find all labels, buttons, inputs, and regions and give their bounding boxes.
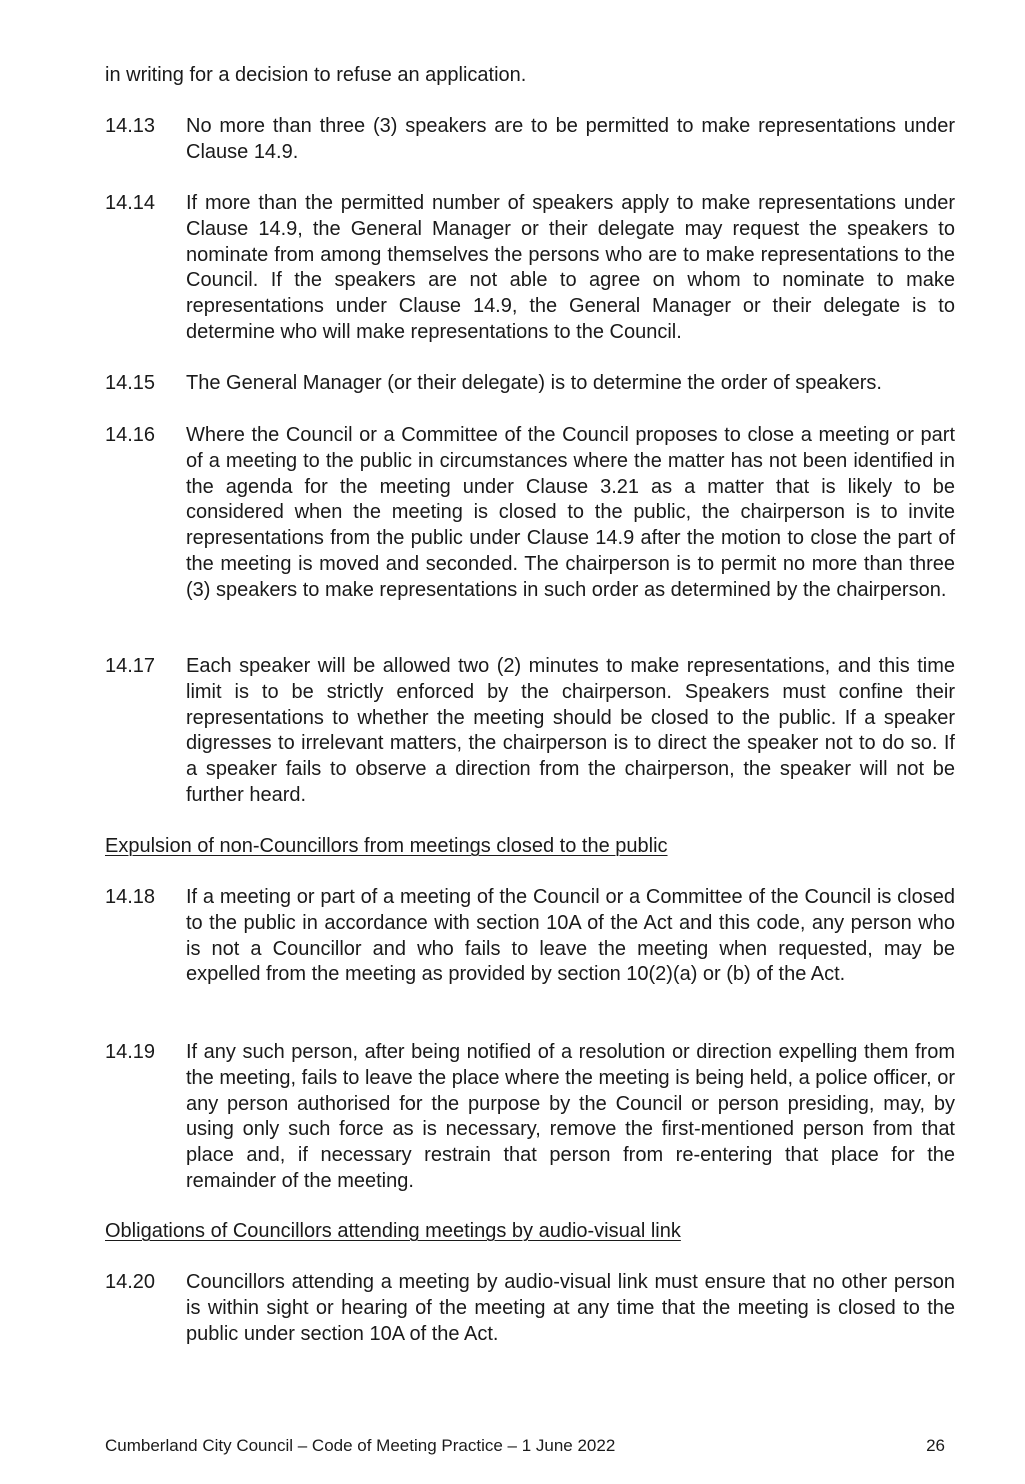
clause-14-13 [105, 114, 955, 166]
clause-14-15 [105, 371, 955, 397]
clause-14-16 [105, 423, 955, 604]
clause-text: If more than the permitted number of speakers apply to make representations under Clause 14.9, the General Manager or their delegate may request the speakers to nominate from among themselves the persons who are to make representations to the Council. If the speakers are not able to agree on whom to nominate to make representations under Clause 14.9, the General Manager or their delegate is to determine who will make representations to the Council. [186, 192, 955, 343]
clause-14-20 [105, 1270, 955, 1347]
clause-number: 14.19 [105, 1041, 156, 1063]
clause-14-14 [105, 191, 955, 346]
clause-14-17 [105, 654, 955, 809]
clause-text: No more than three (3) speakers are to be permitted to make representations under Clause 14.9. [186, 115, 955, 163]
footer-document-title: Cumberland City Council – Code of Meeting Practice – 1 June 2022 [105, 1436, 616, 1455]
clause-text: Councillors attending a meeting by audio-visual link must ensure that no other person is within sight or hearing of the meeting at any time that the meeting is closed to the public under section 10A of the Act. [186, 1271, 955, 1345]
clause-text: The General Manager (or their delegate) is to determine the order of speakers. [186, 372, 882, 394]
intro-paragraph: in writing for a decision to refuse an application. [105, 64, 527, 86]
page-number: 26 [926, 1436, 945, 1455]
clause-14-19 [105, 1040, 955, 1195]
clause-text: Each speaker will be allowed two (2) minutes to make representations, and this time limit is to be strictly enforced by the chairperson. Speakers must confine their representations to whether the meeting should be closed to the public. If a speaker digresses to irrelevant matters, the chairperson is to direct the speaker not to do so. If a speaker fails to observe a direction from the chairperson, the speaker will not be further heard. [186, 655, 955, 806]
clause-number: 14.14 [105, 192, 156, 214]
section-heading-expulsion: Expulsion of non-Councillors from meetings closed to the public [105, 835, 668, 857]
clause-14-18 [105, 885, 955, 988]
clause-text: If any such person, after being notified of a resolution or direction expelling them from the meeting, fails to leave the place where the meeting is being held, a police officer, or any person authorised for the purpose by the Council or person presiding, may, by using only such force as is necessary, remove the first-mentioned person from that place and, if necessary restrain that person from re-entering that place for the remainder of the meeting. [186, 1041, 955, 1192]
section-heading-obligations: Obligations of Councillors attending meetings by audio-visual link [105, 1220, 681, 1242]
clause-number: 14.13 [105, 115, 156, 137]
clause-number: 14.16 [105, 424, 156, 446]
clause-number: 14.20 [105, 1271, 156, 1293]
clause-number: 14.17 [105, 655, 156, 677]
clause-number: 14.15 [105, 372, 156, 394]
clause-text: Where the Council or a Committee of the Council proposes to close a meeting or part of a meeting to the public in circumstances where the matter has not been identified in the agenda for the meeting under Clause 3.21 as a matter that is likely to be considered when the meeting is closed to the public, the chairperson is to invite representations from the public under Clause 14.9 after the motion to close the part of the meeting is moved and seconded. The chairperson is to permit no more than three (3) speakers to make representations in such order as determined by the chairperson. [186, 424, 955, 601]
clause-number: 14.18 [105, 886, 156, 908]
clause-text: If a meeting or part of a meeting of the Council or a Committee of the Council is closed to the public in accordance with section 10A of the Act and this code, any person who is not a Councillor and who fails to leave the meeting when requested, may be expelled from the meeting as provided by section 10(2)(a) or (b) of the Act. [186, 886, 955, 986]
